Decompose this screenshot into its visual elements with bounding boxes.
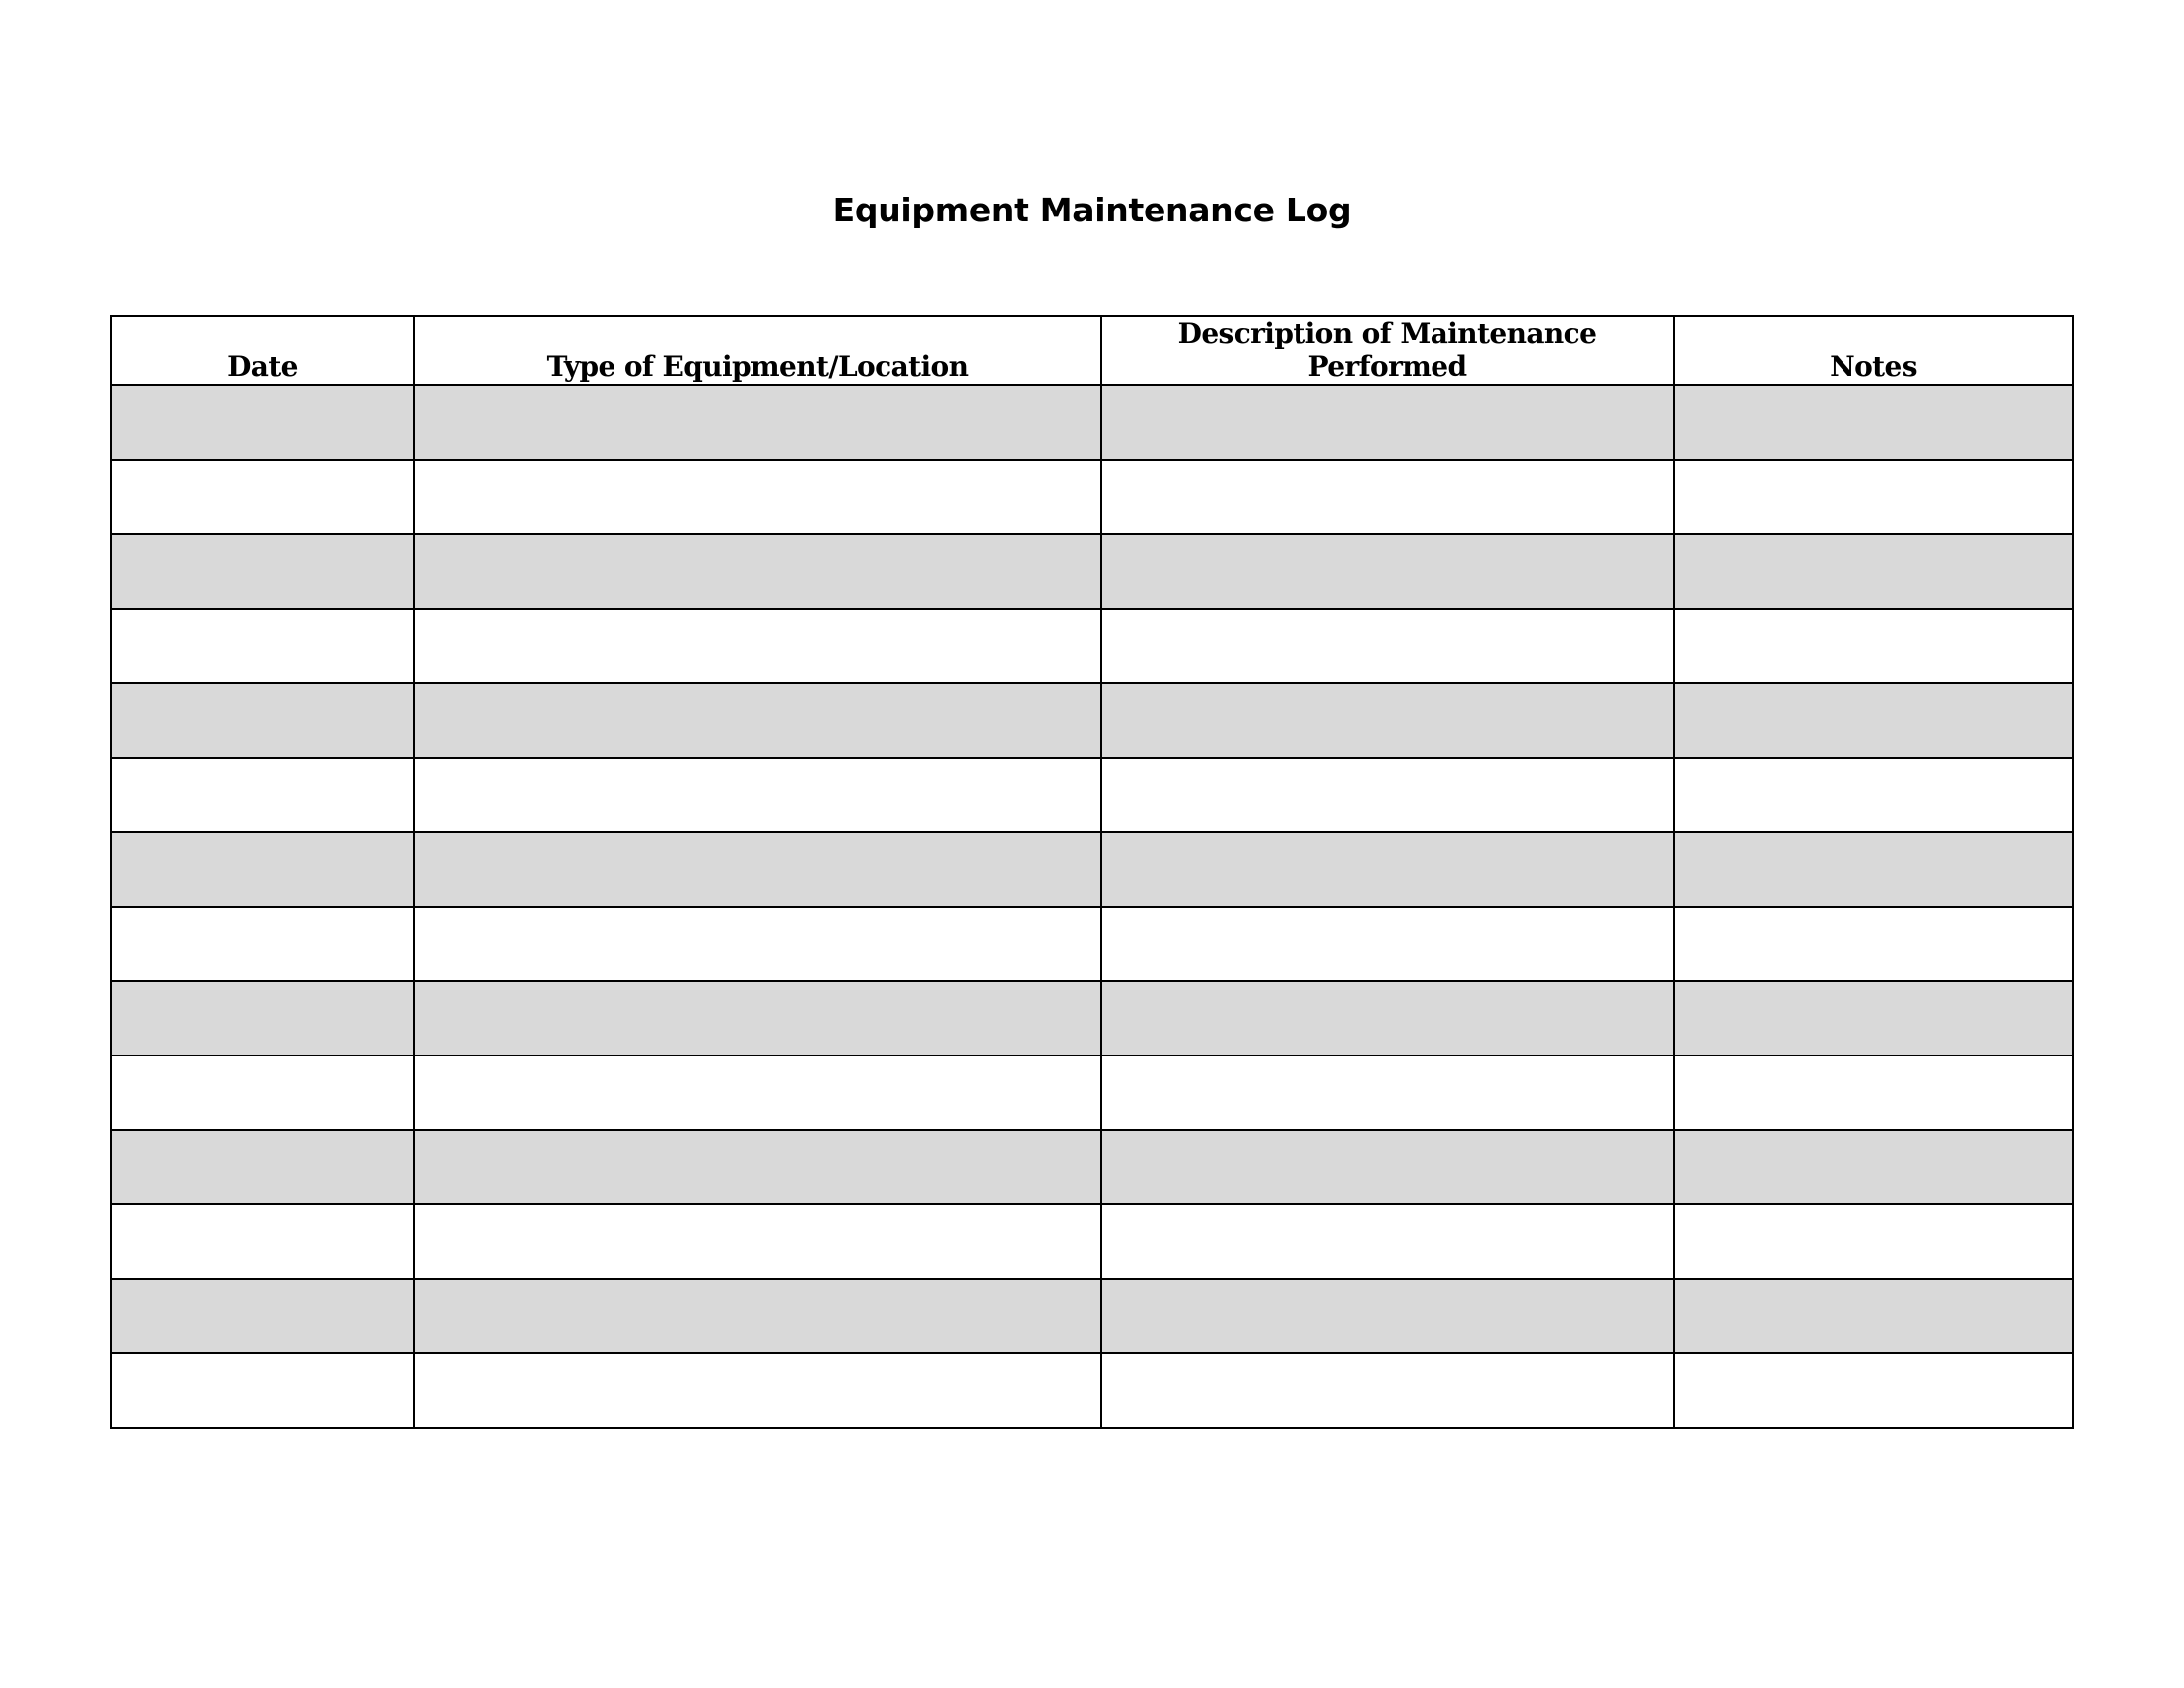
- maintenance-description-cell[interactable]: [1101, 832, 1674, 907]
- table-body: [111, 385, 2073, 1428]
- date-cell[interactable]: [111, 1204, 414, 1279]
- date-cell[interactable]: [111, 1353, 414, 1428]
- equipment-location-cell[interactable]: [414, 683, 1101, 758]
- equipment-location-cell[interactable]: [414, 385, 1101, 460]
- maintenance-description-cell[interactable]: [1101, 385, 1674, 460]
- date-cell[interactable]: [111, 832, 414, 907]
- date-cell[interactable]: [111, 683, 414, 758]
- equipment-location-cell[interactable]: [414, 1279, 1101, 1353]
- table-header-row: [111, 316, 2073, 385]
- maintenance-description-cell[interactable]: [1101, 1204, 1674, 1279]
- date-cell[interactable]: [111, 1130, 414, 1204]
- table-row: [111, 1279, 2073, 1353]
- table-row: [111, 1204, 2073, 1279]
- maintenance-description-cell[interactable]: [1101, 1279, 1674, 1353]
- maintenance-log-table: [110, 315, 2074, 1429]
- equipment-location-cell[interactable]: [414, 1055, 1101, 1130]
- equipment-location-cell[interactable]: [414, 609, 1101, 683]
- maintenance-description-cell[interactable]: [1101, 534, 1674, 609]
- maintenance-description-cell[interactable]: [1101, 981, 1674, 1055]
- notes-cell[interactable]: [1674, 1204, 2073, 1279]
- equipment-location-cell[interactable]: [414, 907, 1101, 981]
- equipment-location-cell[interactable]: [414, 981, 1101, 1055]
- notes-cell[interactable]: [1674, 981, 2073, 1055]
- notes-cell[interactable]: [1674, 460, 2073, 534]
- date-cell[interactable]: [111, 758, 414, 832]
- table-row: [111, 1353, 2073, 1428]
- table-row: [111, 1130, 2073, 1204]
- table-row: [111, 907, 2073, 981]
- maintenance-description-cell[interactable]: [1101, 683, 1674, 758]
- equipment-location-cell[interactable]: [414, 758, 1101, 832]
- notes-cell[interactable]: [1674, 683, 2073, 758]
- notes-cell[interactable]: [1674, 1353, 2073, 1428]
- equipment-location-cell[interactable]: [414, 832, 1101, 907]
- table-row: [111, 609, 2073, 683]
- notes-cell[interactable]: [1674, 907, 2073, 981]
- column-header-date: Date: [111, 316, 414, 385]
- table-row: [111, 832, 2073, 907]
- column-header-maintenance-description: Description of Maintenance Performed: [1101, 316, 1674, 385]
- table-row: [111, 385, 2073, 460]
- notes-cell[interactable]: [1674, 832, 2073, 907]
- table-row: [111, 758, 2073, 832]
- maintenance-description-cell[interactable]: [1101, 1130, 1674, 1204]
- equipment-location-cell[interactable]: [414, 1130, 1101, 1204]
- maintenance-description-cell[interactable]: [1101, 758, 1674, 832]
- date-cell[interactable]: [111, 907, 414, 981]
- date-cell[interactable]: [111, 609, 414, 683]
- maintenance-description-cell[interactable]: [1101, 907, 1674, 981]
- notes-cell[interactable]: [1674, 385, 2073, 460]
- maintenance-description-cell[interactable]: [1101, 1353, 1674, 1428]
- notes-cell[interactable]: [1674, 1055, 2073, 1130]
- table-row: [111, 534, 2073, 609]
- table-row: [111, 1055, 2073, 1130]
- date-cell[interactable]: [111, 981, 414, 1055]
- equipment-location-cell[interactable]: [414, 460, 1101, 534]
- date-cell[interactable]: [111, 460, 414, 534]
- equipment-location-cell[interactable]: [414, 1353, 1101, 1428]
- notes-cell[interactable]: [1674, 609, 2073, 683]
- maintenance-description-cell[interactable]: [1101, 460, 1674, 534]
- notes-cell[interactable]: [1674, 758, 2073, 832]
- maintenance-description-cell[interactable]: [1101, 1055, 1674, 1130]
- notes-cell[interactable]: [1674, 1130, 2073, 1204]
- date-cell[interactable]: [111, 534, 414, 609]
- table-row: [111, 460, 2073, 534]
- column-header-notes: Notes: [1674, 316, 2073, 385]
- table-row: [111, 683, 2073, 758]
- equipment-location-cell[interactable]: [414, 534, 1101, 609]
- column-header-equipment-location: Type of Equipment/Location: [414, 316, 1101, 385]
- date-cell[interactable]: [111, 1055, 414, 1130]
- equipment-location-cell[interactable]: [414, 1204, 1101, 1279]
- maintenance-description-cell[interactable]: [1101, 609, 1674, 683]
- notes-cell[interactable]: [1674, 534, 2073, 609]
- date-cell[interactable]: [111, 385, 414, 460]
- date-cell[interactable]: [111, 1279, 414, 1353]
- table-row: [111, 981, 2073, 1055]
- notes-cell[interactable]: [1674, 1279, 2073, 1353]
- page-title: Equipment Maintenance Log: [832, 191, 1352, 229]
